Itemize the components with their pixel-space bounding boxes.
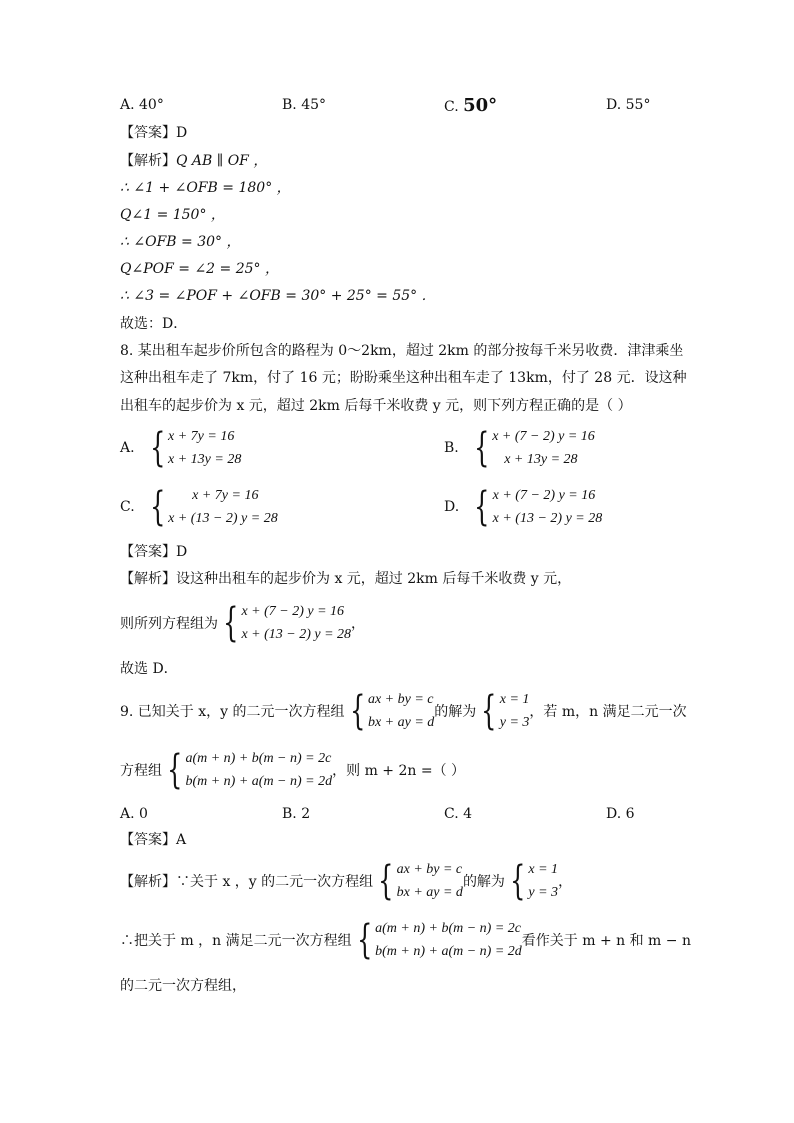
- q7-conclusion: 故选：D．: [120, 316, 188, 332]
- q8-option-a: [120, 425, 241, 471]
- q9-analysis-mid: 的解为: [462, 874, 505, 890]
- q8-b-eq1: x + (7 − 2) y = 16: [492, 429, 595, 444]
- q9-sys1-eq2: bx + ay = d: [367, 715, 435, 730]
- q9-option-d: D. 6: [606, 806, 635, 822]
- brace-glyph: {: [473, 425, 490, 471]
- q7-step-2: ∴ ∠1 + ∠OFB = 180° ，: [120, 180, 291, 196]
- q9-option-a: A. 0: [120, 806, 148, 822]
- brace-glyph: {: [356, 917, 373, 963]
- q8-a-eq2: x + 13y = 28: [168, 452, 242, 467]
- brace-glyph: {: [149, 484, 166, 530]
- q8-a-eq1: x + 7y = 16: [168, 429, 235, 444]
- brace-glyph: {: [167, 747, 183, 793]
- q8-system-suffix: ，: [351, 616, 366, 632]
- q7-analysis-label: 【解析】: [120, 153, 176, 169]
- q9-analysis-sol-eq1: x = 1: [528, 862, 559, 877]
- q9-stem-line-1: [120, 688, 687, 734]
- q9-analysis-sys2-eq1: a(m + n) + b(m − n) = 2c: [375, 921, 521, 936]
- q8-option-a-label: A.: [120, 440, 135, 456]
- q8-system-prefix: 则所列方程组为: [120, 616, 218, 632]
- q7-answer: 【答案】D: [120, 125, 188, 141]
- brace-glyph: {: [474, 484, 490, 530]
- q9-analysis-sys-eq1: ax + by = c: [396, 862, 463, 877]
- q8-c-eq2: x + (13 − 2) y = 28: [168, 511, 278, 526]
- q9-analysis-prefix: 【解析】∵关于 x ，y 的二元一次方程组: [120, 874, 374, 890]
- q7-option-d: D. 55°: [606, 97, 651, 113]
- q9-analysis-line-2: [120, 917, 691, 963]
- q8-option-b: [444, 425, 595, 471]
- q9-sol-eq2: y = 3: [499, 715, 530, 730]
- q8-system-eq2: x + (13 − 2) y = 28: [241, 627, 352, 642]
- q7-step-1: Q AB ∥ OF ，: [176, 153, 268, 169]
- q8-option-d-label: D.: [444, 499, 460, 515]
- q9-stem-line-2: [120, 747, 465, 793]
- q9-answer: 【答案】A: [120, 832, 187, 848]
- q7-step-5: Q∠POF = ∠2 = 25° ，: [120, 261, 279, 277]
- brace-glyph: {: [378, 858, 394, 904]
- q7-step-6: ∴ ∠3 = ∠POF + ∠OFB = 30° + 25° = 55° ．: [120, 288, 436, 304]
- q7-step-4: ∴ ∠OFB = 30° ，: [120, 234, 241, 250]
- q8-system-eq1: x + (7 − 2) y = 16: [241, 604, 345, 619]
- q8-option-c-label: C.: [120, 499, 135, 515]
- q9-line3-suffix: 看作关于 m + n 和 m − n: [521, 933, 691, 949]
- q8-option-c: [120, 484, 278, 530]
- q9-analysis-line-1: [120, 858, 572, 904]
- q7-option-a: A. 40°: [120, 97, 164, 113]
- brace-glyph: {: [510, 858, 526, 904]
- q8-option-b-label: B.: [444, 440, 459, 456]
- q8-answer: 【答案】D: [120, 544, 188, 560]
- q7-option-c-label: C.: [444, 99, 459, 115]
- q9-analysis-suffix: ，: [558, 874, 573, 890]
- q8-d-eq2: x + (13 − 2) y = 28: [492, 511, 603, 526]
- brace-glyph: {: [349, 688, 365, 734]
- q9-stem-suffix: ，若 m，n 满足二元一次: [529, 704, 687, 720]
- q7-option-c-value: 50°: [463, 95, 498, 116]
- q8-stem-line-3: 出租车的起步价为 x 元，超过 2km 后每千米收费 y 元，则下列方程正确的是（ ）: [120, 398, 632, 414]
- q9-line2-suffix: ，则 m + 2n =（ ）: [332, 763, 466, 779]
- brace-glyph: {: [223, 600, 239, 646]
- q9-sol-eq1: x = 1: [499, 692, 530, 707]
- q9-analysis-line-3: 的二元一次方程组，: [120, 978, 246, 994]
- q8-system: [120, 600, 365, 646]
- q8-c-eq1: x + 7y = 16: [192, 488, 259, 503]
- q7-step-3: Q∠1 = 150° ，: [120, 207, 225, 223]
- q9-option-b: B. 2: [282, 806, 311, 822]
- q9-analysis-sys-eq2: bx + ay = d: [396, 885, 463, 900]
- q9-sys2-eq2: b(m + n) + a(m − n) = 2d: [185, 774, 333, 789]
- q9-sys1-eq1: ax + by = c: [367, 692, 434, 707]
- q9-stem-prefix: 9. 已知关于 x，y 的二元一次方程组: [120, 704, 345, 720]
- q9-analysis-sys2-eq2: b(m + n) + a(m − n) = 2d: [375, 944, 522, 959]
- q9-line2-prefix: 方程组: [120, 763, 162, 779]
- q9-stem-mid: 的解为: [434, 704, 477, 720]
- q8-stem-line-2: 这种出租车走了 7km，付了 16 元；盼盼乘坐这种出租车走了 13km，付了 28 元．设这种: [120, 370, 687, 386]
- q8-conclusion: 故选 D．: [120, 661, 178, 677]
- q7-analysis-line-1: [120, 151, 267, 171]
- q7-option-c: [444, 95, 497, 116]
- q7-option-b: B. 45°: [282, 97, 327, 113]
- q8-b-eq2: x + 13y = 28: [504, 452, 578, 467]
- q9-analysis-sol-eq2: y = 3: [528, 885, 559, 900]
- brace-glyph: {: [149, 425, 165, 471]
- q8-option-d: [444, 484, 602, 530]
- q8-analysis: 【解析】设这种出租车的起步价为 x 元，超过 2km 后每千米收费 y 元，: [120, 571, 572, 587]
- q8-d-eq1: x + (7 − 2) y = 16: [492, 488, 596, 503]
- q8-stem-line-1: 8. 某出租车起步价所包含的路程为 0～2km，超过 2km 的部分按每千米另收费．津津乘坐: [120, 343, 684, 359]
- brace-glyph: {: [481, 688, 497, 734]
- q9-line3-prefix: ∴把关于 m ，n 满足二元一次方程组: [120, 933, 352, 949]
- q9-option-c: C. 4: [444, 806, 473, 822]
- q9-sys2-eq1: a(m + n) + b(m − n) = 2c: [185, 751, 332, 766]
